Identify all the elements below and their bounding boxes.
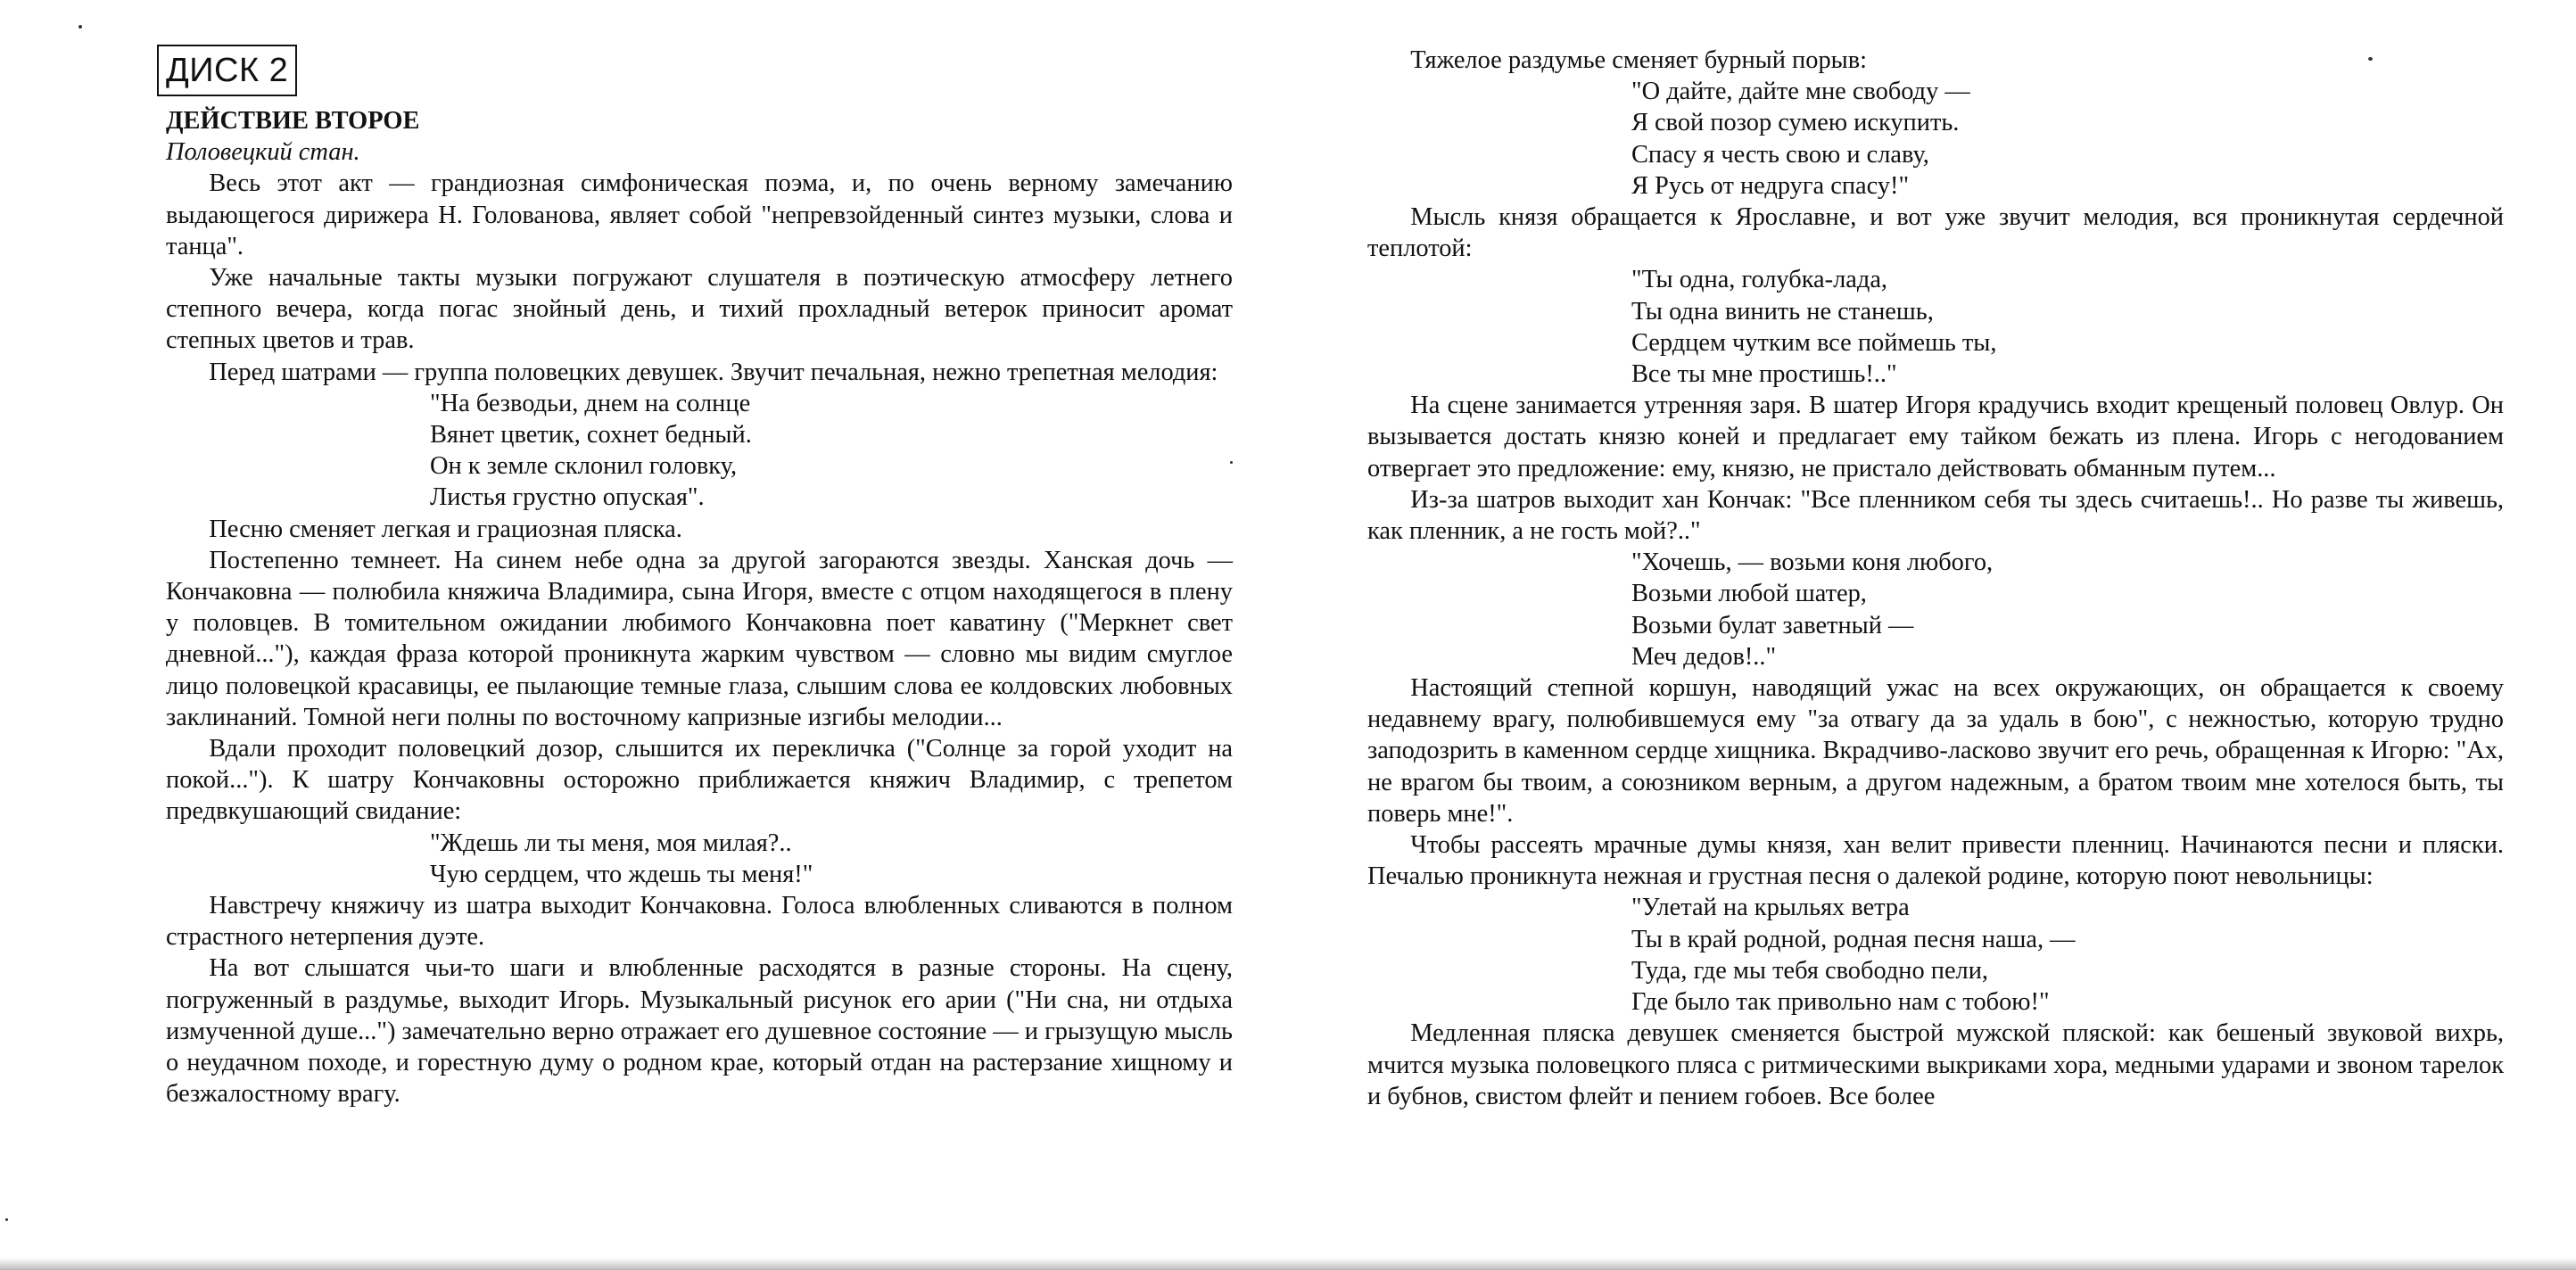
verse-line: Туда, где мы тебя свободно пели, [1631, 956, 1989, 985]
left-text-column [166, 105, 1233, 1110]
verse-quote [166, 388, 1233, 514]
verse-line: Ты одна винить не станешь, [1631, 297, 1934, 326]
verse-line: Я Русь от недруга спасу!" [1631, 171, 1910, 200]
paragraph: Уже начальные такты музыки погружают слушателя в поэтическую атмосферу летнего степного вечера, когда погас знойный день, и тихий прохладный ветерок приносит аромат степных цветов и трав. [166, 264, 1233, 355]
paragraph: Медленная пляска девушек сменяется быстрой мужской пляской: как бешеный звуковой вихрь, мчится музыка половецкого пляса с ритмическими выкриками хора, медными ударами и звоном тарелок и бубнов, свистом флейт и пением гобоев. Все более [1367, 1019, 2504, 1110]
verse-line: Ты в край родной, родная песня наша, — [1631, 925, 2076, 953]
verse-line: "Хочешь, — возьми коня любого, [1631, 548, 1994, 577]
disk-label: ДИСК 2 [157, 45, 297, 96]
paragraph: На сцене занимается утренняя заря. В шатер Игоря крадучись входит крещеный половец Овлур. Он вызывается достать князю коней и предлагает ему тайком бежать из плена. Игорь с негодованием отвергает это предложение: ему, князю, не пристало действовать обманным путем... [1367, 392, 2504, 482]
paragraph: Мысль князя обращается к Ярославне, и вот уже звучит мелодия, вся проникнутая сердечной теплотой: [1367, 203, 2504, 263]
verse-line: Возьми любой шатер, [1631, 580, 1867, 608]
paragraph: Постепенно темнеет. На синем небе одна за другой загораются звезды. Ханская дочь — Кончаковна — полюбила княжича Владимира, сына Игоря, вместе с отцом находящегося в плену у половцев. В томительном ожидании любимого Кончаковна поет каватину ("Меркнет свет дневной..."), каждая фраза которой проникнута жарким чувством — словно мы видим смуглое лицо половецкой красавицы, ее пылающие темные глаза, слышим слова ее колдовских любовных заклинаний. Томной неги полны по восточному капризные изгибы мелодии... [166, 546, 1233, 731]
right-text-column [1367, 45, 2504, 1112]
verse-line: Он к земле склонил головку, [430, 452, 738, 481]
verse-line: Сердцем чутким все поймешь ты, [1631, 328, 1997, 357]
verse-line: Листья грустно опуская". [430, 483, 705, 512]
verse-quote [1367, 264, 2504, 390]
paragraph: Тяжелое раздумье сменяет бурный порыв: [1410, 46, 1868, 74]
verse-line: "На безводьи, днем на солнце [430, 389, 751, 417]
verse-line: Меч дедов!.." [1631, 642, 1777, 671]
paragraph: Навстречу княжичу из шатра выходит Кончаковна. Голоса влюбленных сливаются в полном страстного нетерпения дуэте. [166, 892, 1233, 952]
verse-line: Вянет цветик, сохнет бедный. [430, 421, 752, 449]
verse-line: "Ждешь ли ты меня, моя милая?.. [430, 829, 792, 857]
paragraph: Весь этот акт — грандиозная симфоническая поэма, и, по очень верному замечанию выдающегося дирижера Н. Голованова, являет собой "непревзойденный синтез музыки, слова и танца". [166, 169, 1233, 260]
scan-speck [5, 1218, 8, 1221]
paragraph: Из-за шатров выходит хан Кончак: "Все пленником себя ты здесь считаешь!.. Но разве ты живешь, как пленник, а не гость мой?.." [1367, 485, 2504, 546]
scene-title: Половецкий стан. [166, 138, 360, 167]
paragraph: Перед шатрами — группа половецких девушек. Звучит печальная, нежно трепетная мелодия: [209, 358, 1218, 386]
verse-line: Все ты мне простишь!.." [1631, 360, 1897, 389]
act-title: ДЕЙСТВИЕ ВТОРОЕ [166, 107, 420, 135]
scan-speck [2368, 57, 2373, 61]
verse-line: Где было так привольно нам с тобою!" [1631, 988, 2050, 1017]
paragraph: Вдали проходит половецкий дозор, слышится их перекличка ("Солнце за горой уходит на покой..."). К шатру Кончаковны осторожно приближается княжич Владимир, с трепетом предвкушающий свидание: [166, 735, 1233, 826]
scan-speck [1230, 461, 1233, 464]
paragraph: Настоящий степной коршун, наводящий ужас на всех окружающих, он обращается к своему недавнему врагу, полюбившемуся ему "за отвагу да за удаль в бою", с нежностью, которую трудно заподозрить в каменном сердце хищника. Вкрадчиво-ласково звучит его речь, обращенная к Игорю: "Ах, не врагом бы твоим, а союзником верным, а другом надежным, а братом твоим мне хотелося быть, ты поверь мне!". [1367, 674, 2504, 828]
right-page [1288, 0, 2576, 1270]
scan-speck [78, 25, 82, 29]
verse-line: Спасу я честь свою и славу, [1631, 140, 1929, 169]
verse-line: Я свой позор сумею искупить. [1631, 109, 1960, 137]
verse-quote [1367, 547, 2504, 672]
verse-quote [1367, 76, 2504, 202]
verse-line: Возьми булат заветный — [1631, 611, 1914, 639]
verse-line: "О дайте, дайте мне свободу — [1631, 78, 1970, 106]
paragraph: На вот слышатся чьи-то шаги и влюбленные расходятся в разные стороны. На сцену, погруженный в раздумье, выходит Игорь. Музыкальный рисунок его арии ("Ни сна, ни отдыха измученной душе...") замечательно верно отражает его душевное состояние — и грызущую мысль о неудачном походе, и горестную думу о родном крае, который отдан на растерзание хищному и безжалостному врагу. [166, 954, 1233, 1109]
verse-quote [166, 828, 1233, 890]
scan-bottom-edge [0, 1258, 2576, 1270]
verse-line: Чую сердцем, что ждешь ты меня!" [430, 860, 813, 888]
verse-line: "Улетай на крыльях ветра [1631, 894, 1910, 922]
paragraph: Песню сменяет легкая и грациозная пляска. [209, 515, 682, 543]
verse-line: "Ты одна, голубка-лада, [1631, 266, 1888, 294]
verse-quote [1367, 892, 2504, 1018]
paragraph: Чтобы рассеять мрачные думы князя, хан велит привести пленниц. Начинаются песни и пляски. Печалью проникнута нежная и грустная песня о далекой родине, которую поют невольницы: [1367, 831, 2504, 891]
